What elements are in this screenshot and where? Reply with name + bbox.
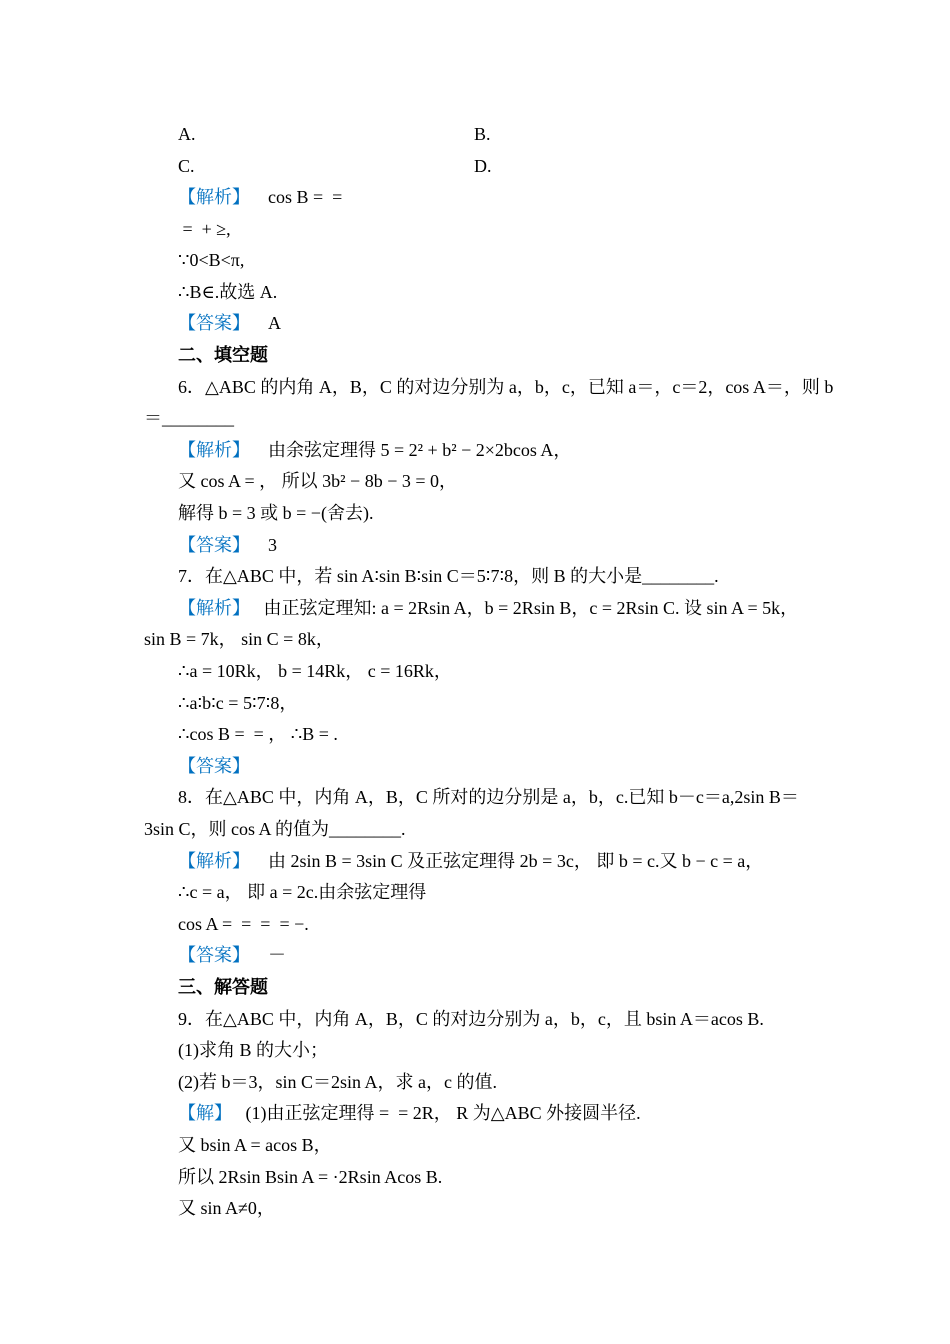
text-line (144, 814, 406, 846)
line-text: 8．在△ABC 中，内角 A，B，C 所对的边分别是 a，b，c.已知 b－c＝a,2sin B＝ (178, 787, 799, 808)
line-text: 6．△ABC 的内角 A，B，C 的对边分别为 a，b，c，已知 a＝，c＝2，cos A＝，则 b (178, 376, 834, 397)
line-text: ∴B∈.故选 A. (178, 281, 278, 302)
label-answer: 【答案】 (178, 534, 250, 555)
line-text: 所以 2Rsin Bsin A = ·2Rsin Acos B. (178, 1166, 443, 1187)
text-line (178, 1098, 641, 1130)
text-line (178, 846, 763, 878)
label-answer: 【答案】 (178, 313, 250, 334)
text-line (178, 435, 571, 467)
text-line (178, 245, 244, 277)
text-line (178, 877, 426, 909)
label-answer: 【答案】 (178, 755, 250, 776)
text-line (178, 909, 309, 941)
option-c: C. (178, 156, 195, 176)
label-analysis: 【解析】 (178, 439, 250, 460)
line-text: A (250, 313, 281, 334)
option-b: B. (474, 124, 491, 144)
line-text: ∴c = a， 即 a = 2c.由余弦定理得 (178, 882, 427, 903)
line-text: － (250, 945, 286, 966)
line-text: ∴a = 10Rk， b = 14Rk， c = 16Rk， (178, 661, 452, 681)
text-line (178, 1130, 332, 1162)
line-text: sin B = 7k， sin C = 8k， (144, 629, 334, 650)
text-line (144, 624, 334, 656)
line-text: 3sin C，则 cos A 的值为________. (144, 819, 406, 839)
line-text: 7．在△ABC 中，若 sin A∶sin B∶sin C＝5∶7∶8，则 B 的大小是________. (178, 566, 719, 587)
text-line (178, 940, 286, 972)
line-text: 3 (250, 534, 277, 555)
line-text: 二、填空题 (178, 345, 268, 365)
line-text: ∵0<B<π, (178, 250, 245, 271)
line-text: ∴cos B = = ， ∴B = . (178, 724, 338, 745)
line-text: 又 sin A≠0， (178, 1198, 275, 1219)
text-line (178, 372, 833, 404)
text-line (178, 561, 719, 593)
line-text: 又 bsin A = acos B， (178, 1135, 332, 1155)
line-text: cos A = = = = −. (178, 913, 309, 934)
text-line (178, 1035, 328, 1067)
line-text: 9．在△ABC 中，内角 A，B，C 的对边分别为 a，b，c，且 bsin A＝acos B. (178, 1008, 764, 1029)
text-line (178, 466, 457, 498)
line-text: (2)若 b＝3，sin C＝2sin A，求 a，c 的值. (178, 1071, 497, 1092)
line-text: (1)由正弦定理得 = = 2R， R 为△ABC 外接圆半径. (232, 1103, 641, 1124)
line-text: 由余弦定理得 5 = 2² + b² − 2×2bcos A， (250, 439, 572, 460)
text-line (178, 530, 277, 562)
text-line (178, 498, 373, 530)
section-heading (178, 340, 268, 372)
text-line (178, 719, 338, 751)
text-line (178, 1067, 497, 1099)
text-line (178, 308, 281, 340)
text-line (178, 182, 347, 214)
text-line (178, 1004, 764, 1036)
line-text: = + ≥, (178, 218, 231, 239)
line-text: (1)求角 B 的大小； (178, 1040, 328, 1061)
text-line (144, 403, 234, 435)
text-line (178, 1193, 275, 1225)
label-analysis: 【解析】 (178, 597, 250, 618)
line-text: 由正弦定理知: a = 2Rsin A，b = 2Rsin B，c = 2Rsin C. 设 sin A = 5k， (250, 597, 799, 618)
label-analysis: 【解析】 (178, 850, 250, 871)
option-a: A. (178, 124, 196, 144)
label-answer: 【答案】 (178, 945, 250, 966)
line-text: 三、解答题 (178, 977, 268, 997)
line-text: 由 2sin B = 3sin C 及正弦定理得 2b = 3c， 即 b = c.又 b − c = a， (250, 850, 764, 871)
text-line (178, 593, 798, 625)
text-line (178, 214, 231, 246)
section-heading (178, 972, 268, 1004)
text-line (178, 751, 250, 783)
text-line (178, 277, 277, 309)
label-solution: 【解】 (178, 1103, 232, 1124)
label-analysis: 【解析】 (178, 187, 250, 207)
line-text: 又 cos A = ， 所以 3b² − 8b − 3 = 0， (178, 471, 458, 492)
option-d: D. (474, 156, 492, 176)
text-line (178, 656, 452, 688)
line-text: 解得 b = 3 或 b = −(舍去). (178, 503, 374, 523)
line-text: ∴a∶b∶c = 5∶7∶8， (178, 692, 298, 713)
text-line (178, 782, 799, 814)
text-line (178, 1162, 442, 1194)
line-text: ＝________ (144, 408, 234, 429)
line-text: cos B = = (250, 187, 347, 207)
text-line (178, 688, 297, 720)
